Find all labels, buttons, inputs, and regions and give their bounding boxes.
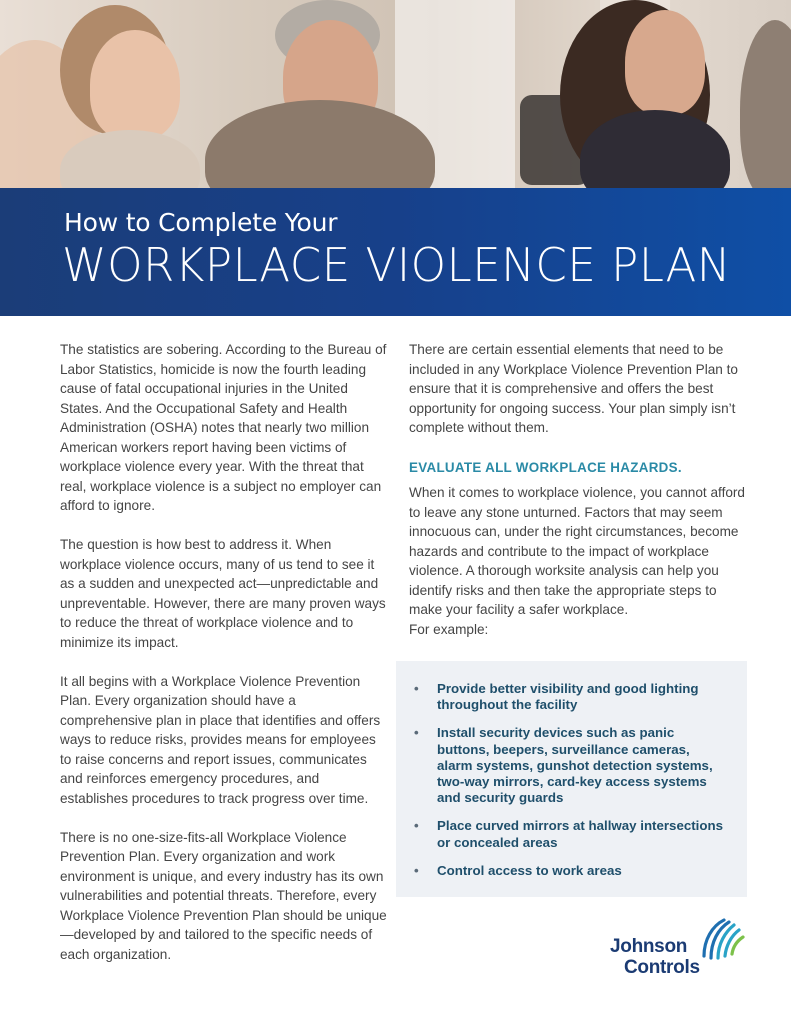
list-item-text: Control access to work areas [437, 862, 622, 878]
johnson-controls-logo [610, 916, 750, 980]
title-line-1: How to Complete Your [64, 208, 338, 237]
section-body: When it comes to workplace violence, you cannot afford to leave any stone unturned. Factors that may seem innocuous can, under the right circumstances, become hazards and contribute to the impact of workplace violence. A thorough worksite analysis can help you identify risks and then take the appropriate steps to make your facility a safer workplace. [409, 485, 745, 617]
section-heading: EVALUATE ALL WORKPLACE HAZARDS. [409, 459, 682, 475]
paragraph: The statistics are sobering. According to the Bureau of Labor Statistics, homicide is now the fourth leading cause of fatal occupational injuries in the United States. And the Occupational Safety and Health Administration (OSHA) notes that nearly two million American workers report having been victims of workplace violence every year. With the threat that real, workplace violence is a subject no employer can afford to ignore. [60, 342, 387, 513]
list-item-text: Place curved mirrors at hallway intersections or concealed areas [437, 818, 724, 850]
list-item [414, 818, 725, 850]
paragraph: There is no one-size-fits-all Workplace Violence Prevention Plan. Every organization and work environment is unique, and every industry has its own vulnerabilities and potential threats. Therefore, every Workplace Violence Prevention Plan should be unique—developed by and tailored to the specific needs of each organization. [60, 829, 387, 962]
bullet-icon: • [414, 818, 419, 834]
hero-person-right [740, 20, 791, 188]
list-item-text: Provide better visibility and good lighting throughout the facility [437, 681, 699, 713]
logo-word-1: Johnson [610, 936, 688, 957]
bullet-icon: • [414, 862, 419, 878]
hero-person-face [90, 30, 180, 140]
logo-word-2: Controls [624, 957, 700, 978]
hero-person-face [625, 10, 705, 115]
list-item-text: Install security devices such as panic buttons, beepers, surveillance cameras, alarm systems, gunshot detection systems, two-way mirrors, card-key access systems and security guards [437, 725, 713, 806]
left-column [60, 340, 390, 984]
bullet-icon: • [414, 681, 419, 696]
title-banner [0, 188, 791, 316]
list-item [414, 863, 725, 879]
right-column [409, 340, 749, 639]
list-item [414, 681, 725, 713]
paragraph: It all begins with a Workplace Violence Prevention Plan. Every organization should have a comprehensive plan in place that identifies and offers ways to reduce risks, provides means for employees to raise concerns and report issues, communicates and reinforces emergency procedures, and establishes procedures to track progress over time. [60, 673, 381, 806]
list-item [414, 725, 725, 806]
paragraph: The question is how best to address it. When workplace violence occurs, many of us tend to see it as a sudden and unexpected act—unpredictable and unpreventable. However, there are many proven ways to reduce the threat of workplace violence and to minimize its impact. [60, 537, 386, 650]
title-line-2: WORKPLACE VIOLENCE PLAN [62, 238, 732, 292]
callout-box [396, 661, 747, 897]
logo-stroke [732, 937, 743, 954]
intro-paragraph: There are certain essential elements that need to be included in any Workplace Violence Prevention Plan to ensure that it is comprehensive and offers the best opportunity for ongoing success. Your plan simply isn’t complete without them. [409, 342, 738, 435]
bullet-list [414, 681, 725, 879]
logo-mark-icon [698, 916, 748, 964]
hero-photo [0, 0, 791, 188]
bullet-icon: • [414, 725, 419, 741]
example-label: For example: [409, 621, 489, 637]
